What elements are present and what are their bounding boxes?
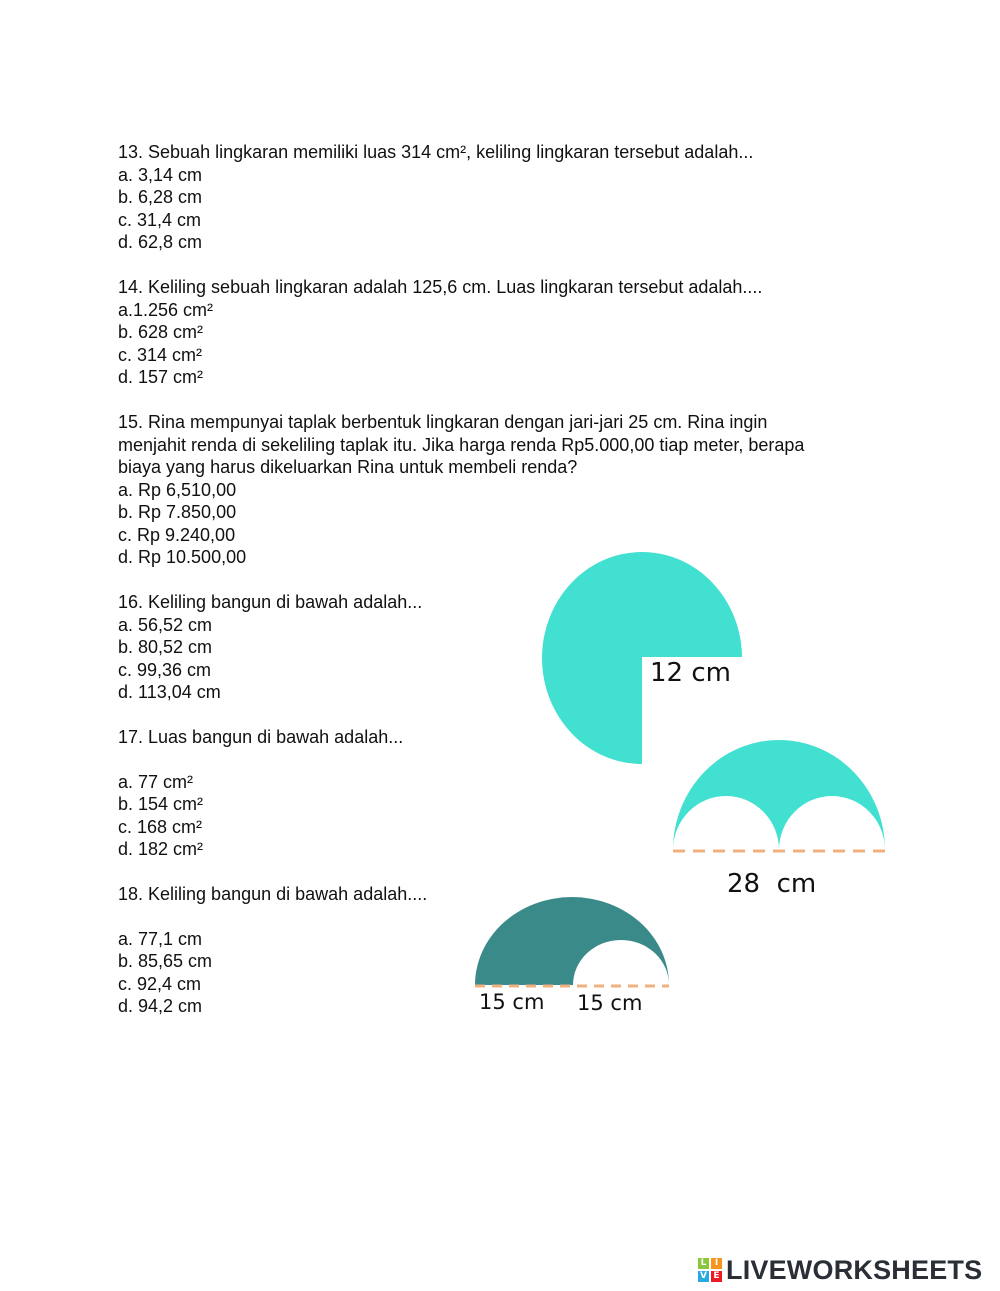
question-13 bbox=[118, 141, 753, 254]
question-18-option-d: d. 94,2 cm bbox=[118, 996, 203, 1016]
logo-letter-v: V bbox=[698, 1271, 709, 1282]
figure-17-semicircle-cutouts bbox=[665, 735, 895, 905]
question-18 bbox=[118, 883, 427, 1018]
question-15-option-a: a. Rp 6,510,00 bbox=[118, 479, 237, 500]
question-13-option-b: b. 6,28 cm bbox=[118, 187, 203, 207]
figure-18-label-right: 15 cm bbox=[577, 991, 643, 1015]
question-14 bbox=[118, 276, 762, 389]
question-17-option-c: c. 168 cm² bbox=[118, 816, 203, 837]
question-15-text-line-1: 15. Rina mempunyai taplak berbentuk lingkaran dengan jari-jari 25 cm. Rina ingin bbox=[118, 412, 768, 432]
question-13-text: 13. Sebuah lingkaran memiliki luas 314 cm², keliling lingkaran tersebut adalah... bbox=[118, 142, 754, 162]
question-16-option-d: d. 113,04 cm bbox=[118, 682, 221, 702]
question-14-option-c: c. 314 cm² bbox=[118, 344, 203, 365]
question-15-text-line-2: menjahit renda di sekeliling taplak itu. Jika harga renda Rp5.000,00 tiap meter, berapa bbox=[118, 434, 805, 455]
question-14-text: 14. Keliling sebuah lingkaran adalah 125,6 cm. Luas lingkaran tersebut adalah.... bbox=[118, 277, 763, 297]
question-13-option-a: a. 3,14 cm bbox=[118, 164, 203, 185]
logo-letter-e: E bbox=[711, 1271, 722, 1282]
question-17-option-b: b. 154 cm² bbox=[118, 794, 204, 814]
question-15-option-d: d. Rp 10.500,00 bbox=[118, 547, 247, 567]
question-17 bbox=[118, 726, 403, 861]
question-16-option-c: c. 99,36 cm bbox=[118, 659, 212, 680]
liveworksheets-brand bbox=[698, 1255, 982, 1285]
figure-18-semicircle-cutout bbox=[465, 890, 680, 1020]
question-16-option-b: b. 80,52 cm bbox=[118, 637, 213, 657]
figure-17-shape bbox=[673, 740, 885, 850]
question-15-text-line-3: biaya yang harus dikeluarkan Rina untuk membeli renda? bbox=[118, 457, 578, 477]
question-18-text: 18. Keliling bangun di bawah adalah.... bbox=[118, 884, 428, 904]
question-17-option-a: a. 77 cm² bbox=[118, 771, 194, 792]
question-18-option-c: c. 92,4 cm bbox=[118, 973, 202, 994]
liveworksheets-logo-icon bbox=[698, 1258, 722, 1282]
question-17-text: 17. Luas bangun di bawah adalah... bbox=[118, 727, 404, 747]
question-15-option-b: b. Rp 7.850,00 bbox=[118, 502, 237, 522]
question-14-option-a: a.1.256 cm² bbox=[118, 299, 214, 320]
question-16-option-a: a. 56,52 cm bbox=[118, 614, 213, 635]
figure-18-shape bbox=[475, 897, 669, 985]
liveworksheets-wordmark: LIVEWORKSHEETS bbox=[726, 1254, 983, 1285]
question-16 bbox=[118, 591, 422, 704]
figure-17-label: 28 cm bbox=[727, 869, 817, 899]
question-17-option-d: d. 182 cm² bbox=[118, 839, 204, 859]
question-16-text: 16. Keliling bangun di bawah adalah... bbox=[118, 592, 423, 612]
figure-16-label: 12 cm bbox=[650, 658, 731, 688]
question-14-option-b: b. 628 cm² bbox=[118, 322, 204, 342]
logo-letter-i: I bbox=[711, 1258, 722, 1269]
logo-letter-l: L bbox=[698, 1258, 709, 1269]
question-18-option-b: b. 85,65 cm bbox=[118, 951, 213, 971]
question-13-option-c: c. 31,4 cm bbox=[118, 209, 202, 230]
question-14-option-d: d. 157 cm² bbox=[118, 367, 204, 387]
question-15-option-c: c. Rp 9.240,00 bbox=[118, 524, 236, 545]
question-18-option-a: a. 77,1 cm bbox=[118, 928, 203, 949]
figure-18-label-left: 15 cm bbox=[479, 990, 545, 1014]
question-13-option-d: d. 62,8 cm bbox=[118, 232, 203, 252]
